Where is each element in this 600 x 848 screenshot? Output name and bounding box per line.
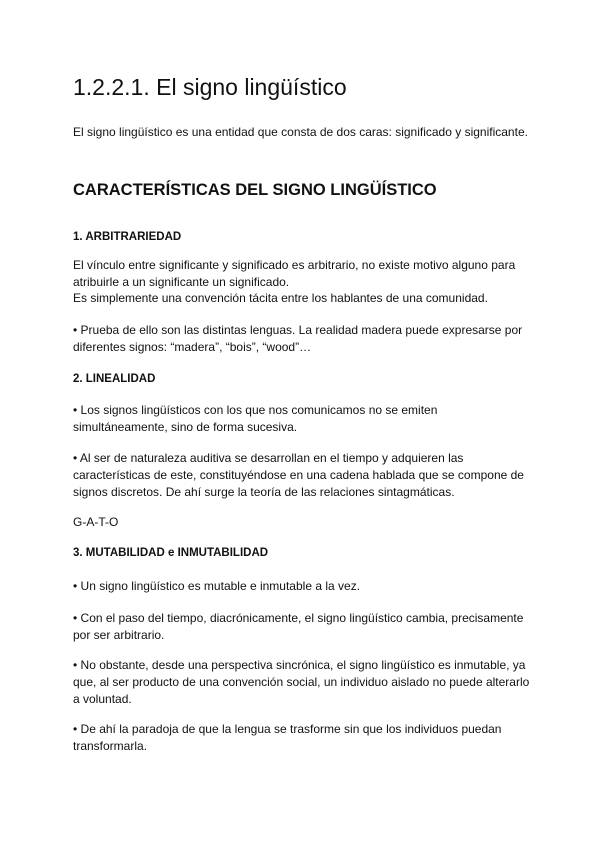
mutabilidad-bullet-2: • Con el paso del tiempo, diacrónicamente, el signo lingüístico cambia, precisamente por ser arbitrario. — [73, 611, 524, 642]
subsection-title-linealidad: 2. LINEALIDAD — [73, 373, 156, 385]
mutabilidad-bullet-4: • De ahí la paradoja de que la lengua se trasforme sin que los individuos puedan transformarla. — [73, 722, 502, 753]
linealidad-example: G-A-T-O — [73, 515, 119, 529]
subsection-title-arbitrariedad: 1. ARBITRARIEDAD — [73, 231, 182, 243]
arbitrariedad-paragraph-2: Es simplemente una convención tácita entre los hablantes de una comunidad. — [73, 291, 488, 305]
linealidad-bullet-2: • Al ser de naturaleza auditiva se desarrollan en el tiempo y adquieren las características de este, constituyéndose en una cadena hablada que se compone de signos discretos. De ahí surge la teoría de las relaciones sintagmáticas. — [73, 451, 524, 499]
arbitrariedad-paragraph-1: El vínculo entre significante y significado es arbitrario, no existe motivo alguno para atribuirle a un significante un significado. — [73, 258, 516, 289]
subsection-title-mutabilidad: 3. MUTABILIDAD e INMUTABILIDAD — [73, 547, 269, 559]
section-heading: CARACTERÍSTICAS DEL SIGNO LINGÜÍSTICO — [73, 181, 437, 199]
page-title: 1.2.2.1. El signo lingüístico — [73, 74, 347, 100]
arbitrariedad-bullet: • Prueba de ello son las distintas lenguas. La realidad madera puede expresarse por diferentes signos: “madera”, “bois”, “wood”… — [73, 323, 523, 354]
mutabilidad-bullet-1: • Un signo lingüístico es mutable e inmutable a la vez. — [73, 579, 361, 593]
intro-paragraph: El signo lingüístico es una entidad que consta de dos caras: significado y significante. — [73, 125, 528, 139]
mutabilidad-bullet-3: • No obstante, desde una perspectiva sincrónica, el signo lingüístico es inmutable, ya que, al ser producto de una convención social, un individuo aislado no puede alterarlo a voluntad. — [73, 658, 530, 706]
linealidad-bullet-1: • Los signos lingüísticos con los que nos comunicamos no se emiten simultáneamente, sino de forma sucesiva. — [73, 403, 438, 434]
